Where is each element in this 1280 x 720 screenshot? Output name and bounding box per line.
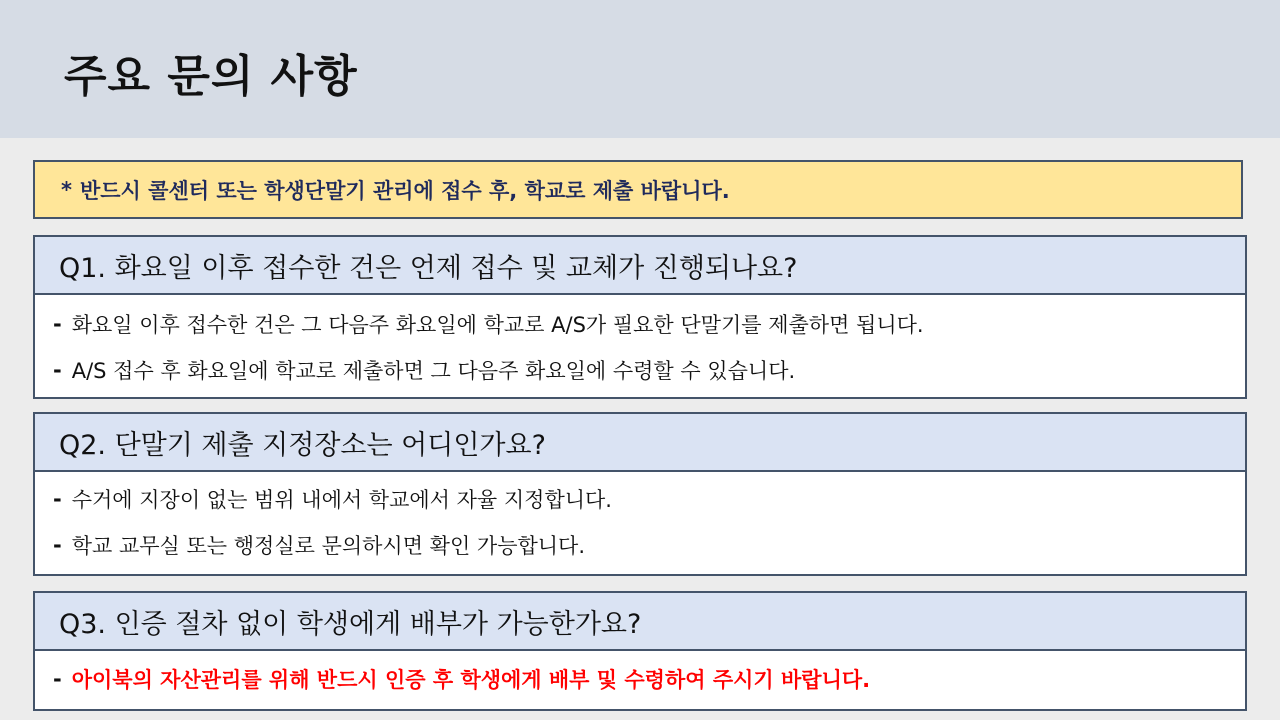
faq-item-q1 xyxy=(33,235,1247,399)
dash-bullet: - xyxy=(53,667,62,691)
faq-question: Q1. 화요일 이후 접수한 건은 언제 접수 및 교체가 진행되나요? xyxy=(33,235,1247,295)
faq-item-q2 xyxy=(33,412,1247,576)
page-title: 주요 문의 사항 xyxy=(64,51,358,102)
dash-bullet: - xyxy=(53,358,62,382)
answer-line xyxy=(53,522,1245,568)
faq-question: Q3. 인증 절차 없이 학생에게 배부가 가능한가요? xyxy=(33,591,1247,651)
dash-bullet: - xyxy=(53,533,62,557)
answer-line xyxy=(53,347,1245,393)
answer-text-highlight: 아이북의 자산관리를 위해 반드시 인증 후 학생에게 배부 및 수령하여 주시기 바랍니다. xyxy=(71,668,871,692)
answer-text: A/S 접수 후 화요일에 학교로 제출하면 그 다음주 화요일에 수령할 수 있습니다. xyxy=(71,359,796,383)
notice-text: 반드시 콜센터 또는 학생단말기 관리에 접수 후, 학교로 제출 바랍니다. xyxy=(79,178,730,203)
answer-line xyxy=(53,301,1245,347)
faq-answer xyxy=(33,295,1247,399)
faq-question: Q2. 단말기 제출 지정장소는 어디인가요? xyxy=(33,412,1247,472)
asterisk-marker: * xyxy=(61,177,72,202)
faq-item-q3 xyxy=(33,591,1247,711)
faq-answer xyxy=(33,472,1247,576)
notice-banner xyxy=(33,160,1243,219)
dash-bullet: - xyxy=(53,312,62,336)
header xyxy=(0,0,1280,138)
answer-text: 수거에 지장이 없는 범위 내에서 학교에서 자율 지정합니다. xyxy=(71,488,612,512)
answer-line xyxy=(53,651,1245,707)
answer-text: 학교 교무실 또는 행정실로 문의하시면 확인 가능합니다. xyxy=(71,534,586,558)
answer-line xyxy=(53,476,1245,522)
answer-text: 화요일 이후 접수한 건은 그 다음주 화요일에 학교로 A/S가 필요한 단말기를 제출하면 됩니다. xyxy=(71,313,924,337)
faq-answer xyxy=(33,651,1247,711)
dash-bullet: - xyxy=(53,487,62,511)
